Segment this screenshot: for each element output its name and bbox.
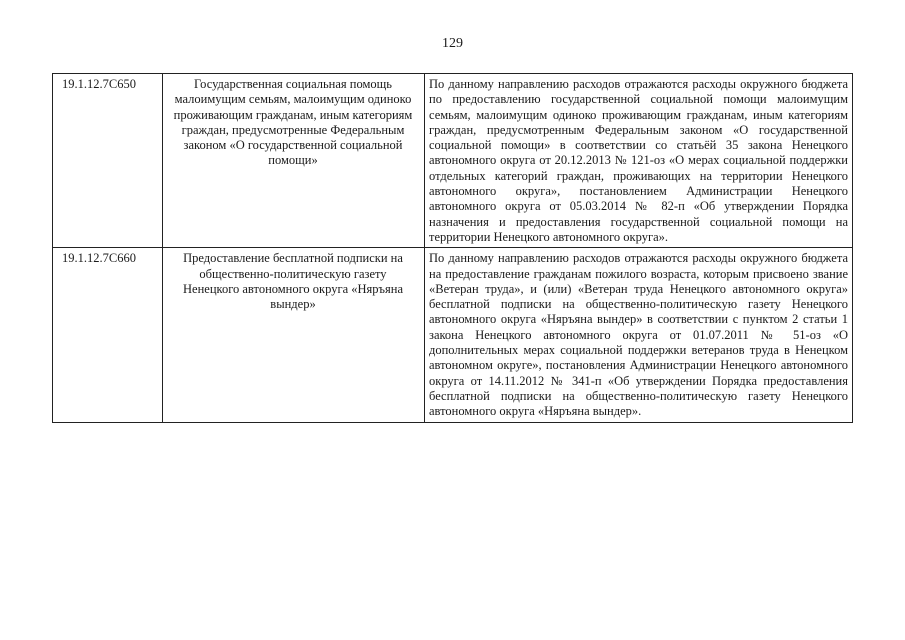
table-row xyxy=(53,74,853,248)
table-row xyxy=(53,248,853,422)
row-name-cell: Предоставление бесплатной подписки на общественно-политическую газету Ненецкого автономного округа «Няръяна вындер» xyxy=(163,248,425,422)
row-description-cell: По данному направлению расходов отражаются расходы окружного бюджета на предоставление гражданам пожилого возраста, которым присвоено звание «Ветеран труда», и (или) «Ветеран труда Ненецкого автономного округа» бесплатной подписки на общественно-политическую газету Ненецкого автономного округа «Няръяна вындер» в соответствии с пунктом 2 статьи 1 закона Ненецкого автономного округа от 01.07.2011 № 51-оз «О дополнительных мерах социальной поддержки ветеранов труда в Ненецком автономном округе», постановления Администрации Ненецкого автономного округа от 14.11.2012 № 341-п «Об утверждении Порядка предоставления бесплатной подписки на общественно-политическую газету Ненецкого автономного округа «Няръяна вындер». xyxy=(425,248,853,422)
budget-classification-table xyxy=(52,73,853,423)
row-description-cell: По данному направлению расходов отражаются расходы окружного бюджета по предоставлению государственной социальной помощи малоимущим семьям, малоимущим одиноко проживающим гражданам, иным категориям граждан, предусмотренным Федеральным законом «О государственной социальной помощи» в соответствии со статьёй 35 закона Ненецкого автономного округа от 20.12.2013 № 121-оз «О мерах социальной поддержки отдельных категорий граждан, проживающих на территории Ненецкого автономного округа», постановлением Администрации Ненецкого автономного округа от 05.03.2014 № 82-п «Об утверждении Порядка назначения и предоставления государственной социальной помощи на территории Ненецкого автономного округа». xyxy=(425,74,853,248)
row-code-cell: 19.1.12.7С650 xyxy=(53,74,163,248)
row-name-cell: Государственная социальная помощь малоимущим семьям, малоимущим одиноко проживающим гражданам, иным категориям граждан, предусмотренные Федеральным законом «О государственной социальной помощи» xyxy=(163,74,425,248)
row-code-cell: 19.1.12.7С660 xyxy=(53,248,163,422)
page-number: 129 xyxy=(442,36,463,51)
